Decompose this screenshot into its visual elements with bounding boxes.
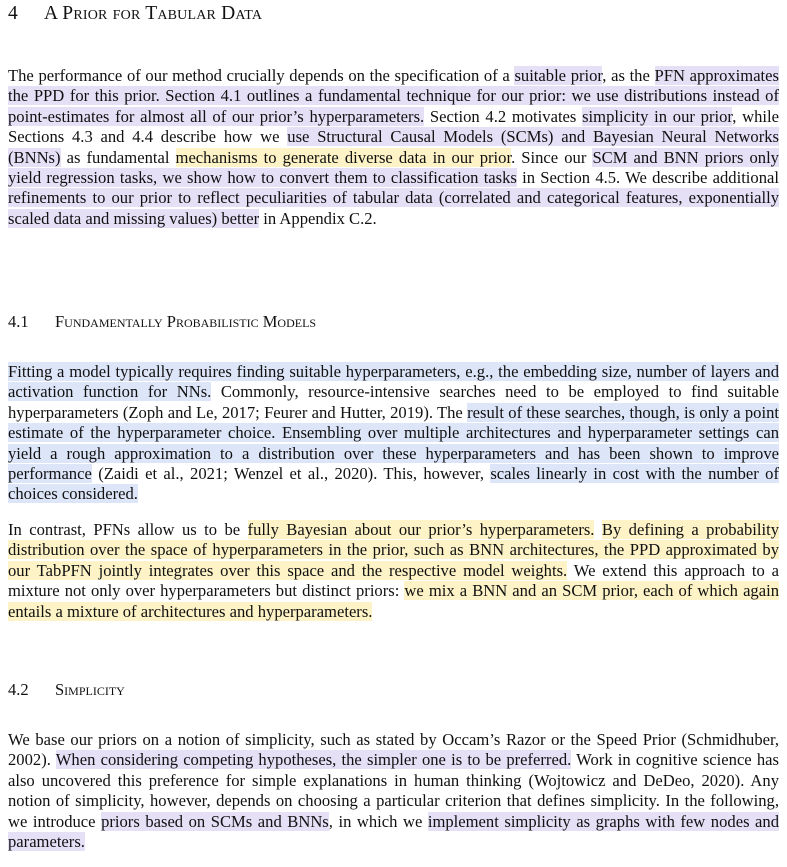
highlighted-text: use Structural Causal Models (SCMs) and Bayesian Neural Networks (BNNs): [8, 127, 779, 167]
subsection-title: Simplicity: [55, 680, 125, 699]
section-number: 4: [8, 3, 18, 24]
highlighted-text: By defining a probability distribution over the space of hyperparameters in the prior, such as BNN architectures, the PPD approximated by our TabPFN jointly integrates over this space and the respective model weights.: [8, 520, 779, 580]
subsection-heading-4-2: [8, 680, 125, 700]
text-span: The performance of our method crucially depends on the specification of a: [8, 66, 515, 85]
highlighted-text: Section 4.1 outlines a fundamental technique for our prior: we use distributions instead of point-estimates for almost all of our prior’s hyperparameters.: [8, 86, 779, 126]
highlighted-text: implement simplicity as graphs with few nodes and parameters.: [8, 811, 780, 852]
text-span: (Zaidi et al., 2021; Wenzel et al., 2020). This, however,: [91, 464, 491, 484]
text-span: , as the: [602, 66, 655, 85]
highlighted-text: SCM and BNN priors only yield regression tasks, we show how to convert them to classification tasks: [8, 147, 779, 188]
text-span: Commonly, resource-intensive searches need to be employed to find suitable hyperparameters (Zoph and Le, 2017; Feurer and Hutter, 2019). The: [8, 382, 779, 422]
section-heading: [8, 3, 262, 25]
text-span: Work in cognitive science has also uncovered this preference for simple explanations in human thinking (Wojtowicz and DeDeo, 2020). Any notion of simplicity, however, depends on choosing a particular criterion that defines simplicity. In the following, we introduce: [8, 750, 779, 831]
text-span: We extend this approach to a mixture not only over hyperparameters but distinct priors:: [8, 560, 779, 601]
subsection-4-1-paragraph-2: [8, 520, 779, 622]
highlighted-text: scales linearly in cost with the number of choices considered.: [8, 464, 779, 504]
highlighted-text: result of these searches, though, is only a point estimate of the hyperparameter choice. Ensembling over multiple architectures and hyperparameter settings can yield a rough approximation to a distribution over these hyperparameters and has been shown to improve performance: [8, 402, 779, 484]
subsection-heading-4-1: [8, 312, 316, 332]
highlighted-text: priors based on SCMs and BNNs: [101, 811, 329, 831]
subsection-4-1-paragraph-1: [8, 362, 779, 505]
text-span: in Appendix C.2.: [259, 208, 377, 228]
subsection-4-2-paragraph-1: [8, 730, 779, 852]
text-span: . Since our: [511, 147, 593, 167]
text-span: , while Sections 4.3 and 4.4 describe how we: [8, 106, 779, 147]
subsection-title: Fundamentally Probabilistic Models: [55, 312, 317, 331]
highlighted-text: refinements to our prior to reflect peculiarities of tabular data (correlated and categorical features, exponentially scaled data and missing values) better: [8, 188, 779, 228]
highlighted-text: PFN approximates the PPD for this prior.: [8, 66, 779, 106]
highlighted-text: fully Bayesian about our prior’s hyperparameters.: [247, 520, 595, 539]
text-span: as fundamental: [60, 147, 176, 167]
highlighted-text: suitable prior: [514, 66, 603, 85]
intro-paragraph: [8, 66, 779, 229]
highlighted-text: When considering competing hypotheses, the simpler one is to be preferred.: [55, 750, 572, 770]
subsection-number: 4.1: [8, 312, 29, 331]
highlighted-text: mechanisms to generate diverse data in our prior: [175, 147, 512, 167]
highlighted-text: we mix a BNN and an SCM prior, each of which again entails a mixture of architectures and hyperparameters.: [8, 581, 779, 621]
text-span: In contrast, PFNs allow us to be: [8, 520, 248, 539]
highlighted-text: Fitting a model typically requires finding suitable hyperparameters, e.g., the embedding size, number of layers and activation function for NNs.: [8, 362, 779, 402]
highlighted-text: simplicity in our prior: [582, 106, 733, 126]
text-span: We base our priors on a notion of simplicity, such as stated by Occam’s Razor or the Speed Prior (Schmidhuber, 2002).: [8, 730, 779, 770]
text-span: in Section 4.5. We describe additional: [516, 168, 779, 188]
subsection-number: 4.2: [8, 680, 29, 699]
text-span: [594, 520, 601, 539]
section-title: A Prior for Tabular Data: [44, 3, 263, 24]
text-span: , in which we: [328, 811, 428, 831]
text-span: Section 4.2 motivates: [424, 106, 583, 126]
